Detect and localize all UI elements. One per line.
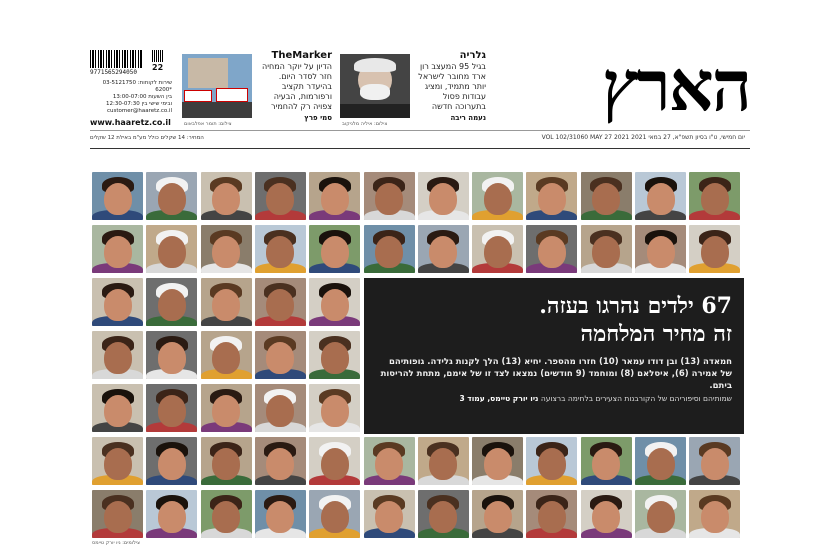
child-photo bbox=[526, 172, 577, 220]
photo-face bbox=[158, 236, 186, 268]
headline-footer-text: שמותיהם וסיפוריהם של הקורבנות הצעירים בלחימה ברצועה bbox=[540, 394, 732, 403]
photo-face bbox=[266, 342, 294, 374]
photo-face bbox=[321, 236, 349, 268]
teaser-gallery-title: גלריה bbox=[459, 50, 486, 61]
photo-face bbox=[484, 183, 512, 215]
date-line: יום חמישי, ט"ו בסיון תשפ"א, 27 במאי 2021 VOL 102/31060 MAY 27 2021 bbox=[541, 134, 745, 141]
photo-face bbox=[375, 448, 403, 480]
photo-face bbox=[429, 236, 457, 268]
child-photo bbox=[581, 437, 632, 485]
child-photo bbox=[581, 225, 632, 273]
child-photo bbox=[146, 331, 197, 379]
teaser-gallery-author: נעמה ריבה bbox=[450, 114, 486, 122]
teaser-gallery-photo[interactable] bbox=[340, 54, 410, 118]
headline-footer-source[interactable]: ניו יורק טיימס, עמוד 3 bbox=[459, 394, 539, 403]
child-photo bbox=[146, 225, 197, 273]
photo-face bbox=[104, 342, 132, 374]
child-photo bbox=[526, 225, 577, 273]
photo-face bbox=[266, 501, 294, 533]
child-photo bbox=[255, 172, 306, 220]
photo-face bbox=[484, 501, 512, 533]
photo-face bbox=[429, 448, 457, 480]
child-photo bbox=[526, 437, 577, 485]
photo-face bbox=[592, 448, 620, 480]
price-line: המחיר: 14 שקלים כולל מע"מ באילת 12 שקלים bbox=[90, 135, 204, 141]
contact-email[interactable]: customer@haaretz.co.il bbox=[106, 108, 172, 114]
child-photo bbox=[635, 437, 686, 485]
headline-box[interactable] bbox=[364, 278, 744, 434]
child-photo bbox=[255, 490, 306, 538]
photo-face bbox=[538, 236, 566, 268]
child-photo bbox=[92, 490, 143, 538]
child-photo bbox=[255, 437, 306, 485]
photo-face bbox=[158, 448, 186, 480]
child-photo bbox=[364, 225, 415, 273]
child-photo bbox=[309, 278, 360, 326]
masthead-divider bbox=[90, 130, 750, 131]
child-photo bbox=[92, 225, 143, 273]
photo-face bbox=[647, 236, 675, 268]
child-photo bbox=[309, 437, 360, 485]
child-photo bbox=[201, 278, 252, 326]
photo-face bbox=[158, 501, 186, 533]
photo-face bbox=[212, 395, 240, 427]
child-photo bbox=[309, 490, 360, 538]
teaser-themarker-photo[interactable] bbox=[182, 54, 252, 118]
child-photo bbox=[689, 490, 740, 538]
contact-line: שירות לקוחות: 03-5121750 *6200 bbox=[102, 80, 172, 93]
teaser-themarker-author: סמי פרץ bbox=[304, 114, 332, 122]
child-photo bbox=[146, 278, 197, 326]
mini-barcode-icon bbox=[152, 50, 164, 62]
photo-face bbox=[375, 236, 403, 268]
customer-service-info bbox=[90, 80, 172, 115]
headline-line-1: 67 ילדים נהרגו בעזה. bbox=[539, 293, 732, 319]
child-photo bbox=[472, 225, 523, 273]
child-photo bbox=[309, 384, 360, 432]
child-photo bbox=[201, 384, 252, 432]
photo-face bbox=[484, 236, 512, 268]
photo-face bbox=[701, 448, 729, 480]
photo-face bbox=[429, 183, 457, 215]
photo-face bbox=[592, 236, 620, 268]
child-photo bbox=[146, 384, 197, 432]
photo-face bbox=[321, 395, 349, 427]
teaser-themarker-photo-credit: צילום: תומר אפלבאום bbox=[184, 121, 232, 127]
issue-number: 22 bbox=[152, 63, 164, 72]
teaser-gallery[interactable] bbox=[416, 50, 486, 122]
child-photo bbox=[364, 172, 415, 220]
barcode-number: 9771565294050 bbox=[90, 69, 137, 76]
photo-face bbox=[592, 183, 620, 215]
child-photo bbox=[526, 490, 577, 538]
child-photo bbox=[255, 331, 306, 379]
photo-face bbox=[266, 448, 294, 480]
child-photo bbox=[364, 437, 415, 485]
photo-face bbox=[104, 236, 132, 268]
photo-face bbox=[212, 289, 240, 321]
child-photo bbox=[201, 437, 252, 485]
photo-face bbox=[538, 183, 566, 215]
headline-body: חמאדה (13) ובן דודו עמאר (10) חזרו מהספר. יחיא (13) הלך לקנות גלידה. גופותיהם של אמירה (6), איסלאם (8) ומוחמד (9 חודשים) נמצאו לצד זו של אימם, מתחת להריסות ביתם. bbox=[380, 357, 732, 391]
photo-face bbox=[104, 395, 132, 427]
child-photo bbox=[201, 225, 252, 273]
photo-face bbox=[701, 236, 729, 268]
photo-face bbox=[647, 183, 675, 215]
photo-face bbox=[104, 183, 132, 215]
child-photo bbox=[635, 490, 686, 538]
child-photo bbox=[418, 490, 469, 538]
child-photo bbox=[201, 172, 252, 220]
photo-face bbox=[212, 183, 240, 215]
photo-credit: צילומים: ניו יורק טיימס bbox=[92, 540, 141, 546]
child-photo bbox=[255, 384, 306, 432]
photo-face bbox=[375, 183, 403, 215]
site-url-link[interactable]: www.haaretz.co.il bbox=[90, 118, 171, 127]
issue-number-box bbox=[152, 50, 164, 72]
photo-face bbox=[266, 183, 294, 215]
photo-face bbox=[429, 501, 457, 533]
contact-line: בין השעות 13:00-07:00 bbox=[112, 94, 172, 100]
photo-face bbox=[158, 289, 186, 321]
photo-face bbox=[321, 183, 349, 215]
photo-face bbox=[212, 448, 240, 480]
headline-line-2: זה מחיר המלחמה bbox=[580, 321, 732, 347]
teaser-themarker[interactable] bbox=[262, 50, 332, 122]
photo-face bbox=[212, 501, 240, 533]
child-photo bbox=[635, 172, 686, 220]
child-photo bbox=[201, 331, 252, 379]
child-photo bbox=[418, 437, 469, 485]
child-photo bbox=[472, 172, 523, 220]
barcode-icon bbox=[90, 50, 142, 68]
photo-face bbox=[375, 501, 403, 533]
teaser-themarker-body: הדיון על יוקר המחיה חזר לסדר היום. בהיעדר תקציב ורפורמות, הבעיה צפויה רק להחמיר bbox=[262, 62, 332, 111]
child-photo bbox=[418, 172, 469, 220]
child-photo bbox=[146, 437, 197, 485]
photo-face bbox=[104, 448, 132, 480]
photo-face bbox=[701, 183, 729, 215]
photo-face bbox=[321, 501, 349, 533]
teaser-themarker-title: TheMarker bbox=[271, 50, 332, 61]
photo-face bbox=[647, 501, 675, 533]
masthead bbox=[90, 48, 750, 148]
child-photo bbox=[689, 172, 740, 220]
child-photo bbox=[201, 490, 252, 538]
photo-face bbox=[538, 501, 566, 533]
child-photo bbox=[92, 437, 143, 485]
photo-face bbox=[592, 501, 620, 533]
headline-footer bbox=[376, 393, 732, 404]
child-photo bbox=[309, 225, 360, 273]
photo-face bbox=[158, 342, 186, 374]
photo-face bbox=[321, 448, 349, 480]
photo-face bbox=[158, 395, 186, 427]
child-photo bbox=[364, 490, 415, 538]
child-photo bbox=[689, 225, 740, 273]
child-photo bbox=[309, 331, 360, 379]
child-photo bbox=[309, 172, 360, 220]
photo-face bbox=[538, 448, 566, 480]
photo-face bbox=[212, 236, 240, 268]
child-photo bbox=[146, 490, 197, 538]
child-photo bbox=[92, 278, 143, 326]
teaser-gallery-photo-credit: צילום: איליה מלניקוב bbox=[342, 121, 388, 127]
child-photo bbox=[146, 172, 197, 220]
child-photo bbox=[92, 172, 143, 220]
photo-face bbox=[484, 448, 512, 480]
photo-face bbox=[321, 342, 349, 374]
child-photo bbox=[92, 331, 143, 379]
photo-face bbox=[158, 183, 186, 215]
child-photo bbox=[255, 225, 306, 273]
photo-face bbox=[266, 236, 294, 268]
photo-face bbox=[647, 448, 675, 480]
child-photo bbox=[472, 437, 523, 485]
haaretz-logo: הארץ bbox=[601, 48, 750, 124]
photo-face bbox=[266, 395, 294, 427]
child-photo bbox=[581, 172, 632, 220]
teaser-gallery-body: בגיל 95 המעצב רון ארד מחובר לישראל יותר מתמיד, ומציג עבודות פסול בתערוכה חדשה bbox=[418, 62, 486, 111]
photo-face bbox=[104, 501, 132, 533]
masthead-bottom-rule bbox=[90, 148, 750, 149]
child-photo bbox=[689, 437, 740, 485]
contact-line: ובימי שישי בין 12:30-07:30 bbox=[106, 101, 172, 107]
child-photo bbox=[92, 384, 143, 432]
photo-face bbox=[321, 289, 349, 321]
child-photo bbox=[472, 490, 523, 538]
photo-face bbox=[212, 342, 240, 374]
child-photo bbox=[581, 490, 632, 538]
child-photo bbox=[635, 225, 686, 273]
photo-face bbox=[266, 289, 294, 321]
photo-face bbox=[701, 501, 729, 533]
child-photo bbox=[418, 225, 469, 273]
photo-face bbox=[104, 289, 132, 321]
child-photo bbox=[255, 278, 306, 326]
